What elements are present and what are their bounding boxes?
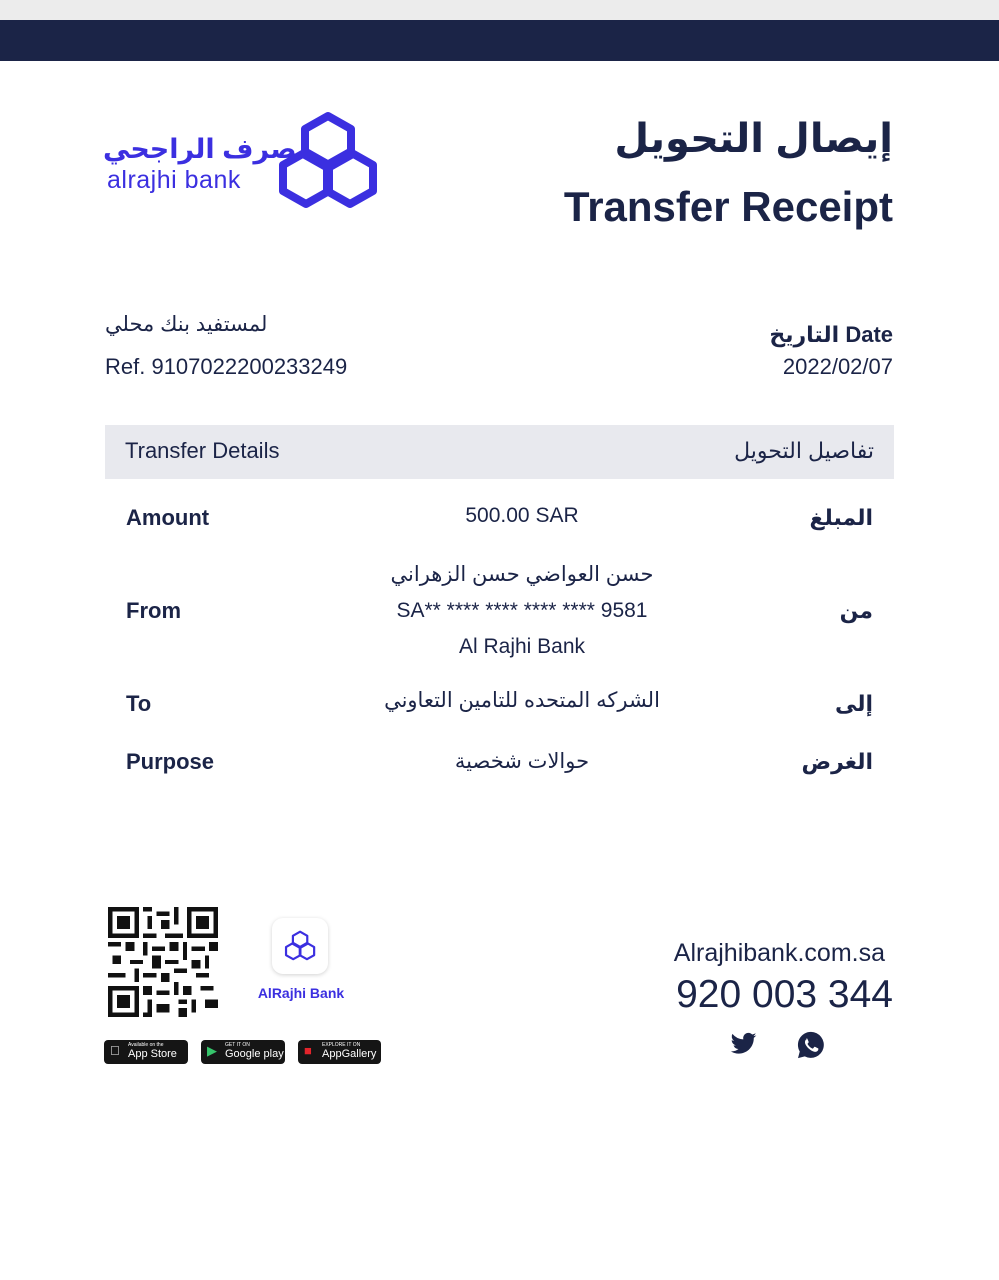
google-play-badge[interactable]: ▶ GET IT ON Google play [201, 1040, 285, 1064]
bank-name-arabic: مصرف الراجحي [103, 134, 314, 164]
to-label-arabic: إلى [834, 691, 873, 716]
google-play-icon: ▶ [207, 1043, 217, 1058]
huawei-icon: ■ [304, 1043, 312, 1058]
date-label: التاريخ Date [769, 322, 893, 347]
from-label-arabic: من [839, 598, 873, 623]
purpose-label-english: Purpose [126, 749, 215, 774]
beneficiary-type: لمستفيد بنك محلي [105, 313, 268, 336]
sender-bank: Al Rajhi Bank [458, 635, 586, 658]
details-header-arabic: تفاصيل التحويل [734, 438, 874, 463]
amount-label-english: Amount [126, 505, 210, 530]
transfer-details-header [105, 425, 894, 479]
receipt-title-english: Transfer Receipt [563, 183, 893, 230]
from-label-english: From [126, 598, 181, 623]
alrajhi-app-tile[interactable] [272, 918, 328, 974]
alrajhi-app-icon [272, 918, 328, 974]
recipient-name: الشركه المتحده للتامين التعاوني [384, 689, 660, 712]
qr-code-icon[interactable] [107, 907, 219, 1017]
date-value: 2022/02/07 [782, 354, 893, 379]
app-store-badge[interactable]: Available on the App Store [104, 1040, 188, 1064]
top-bar [0, 20, 999, 61]
purpose-value: حوالات شخصية [454, 750, 590, 773]
receipt-title-arabic: إيصال التحويل [614, 117, 893, 161]
apple-icon [110, 1043, 120, 1058]
phone-number[interactable]: 920 003 344 [676, 973, 893, 1016]
appgallery-badge[interactable]: ■ EXPLORE IT ON AppGallery [298, 1040, 381, 1064]
to-label-english: To [126, 691, 152, 716]
sender-account: SA** **** **** **** **** 9581 [396, 599, 648, 622]
app-name: AlRajhi Bank [257, 985, 345, 1001]
reference-number: Ref. 9107022200233249 [105, 354, 348, 379]
alrajhi-logo-icon [276, 110, 380, 214]
amount-value: 500.00 SAR [465, 504, 579, 527]
bank-name-english: alrajhi bank [107, 166, 241, 194]
amount-label-arabic: المبلغ [809, 505, 873, 530]
top-strip [0, 0, 999, 20]
twitter-icon[interactable] [728, 1030, 759, 1058]
sender-name: حسن العواضي حسن الزهراني [390, 563, 654, 586]
website-link[interactable]: Alrajhibank.com.sa [673, 939, 885, 967]
whatsapp-icon[interactable] [796, 1030, 826, 1060]
purpose-label-arabic: الغرض [801, 749, 873, 774]
details-header-english: Transfer Details [125, 438, 280, 463]
